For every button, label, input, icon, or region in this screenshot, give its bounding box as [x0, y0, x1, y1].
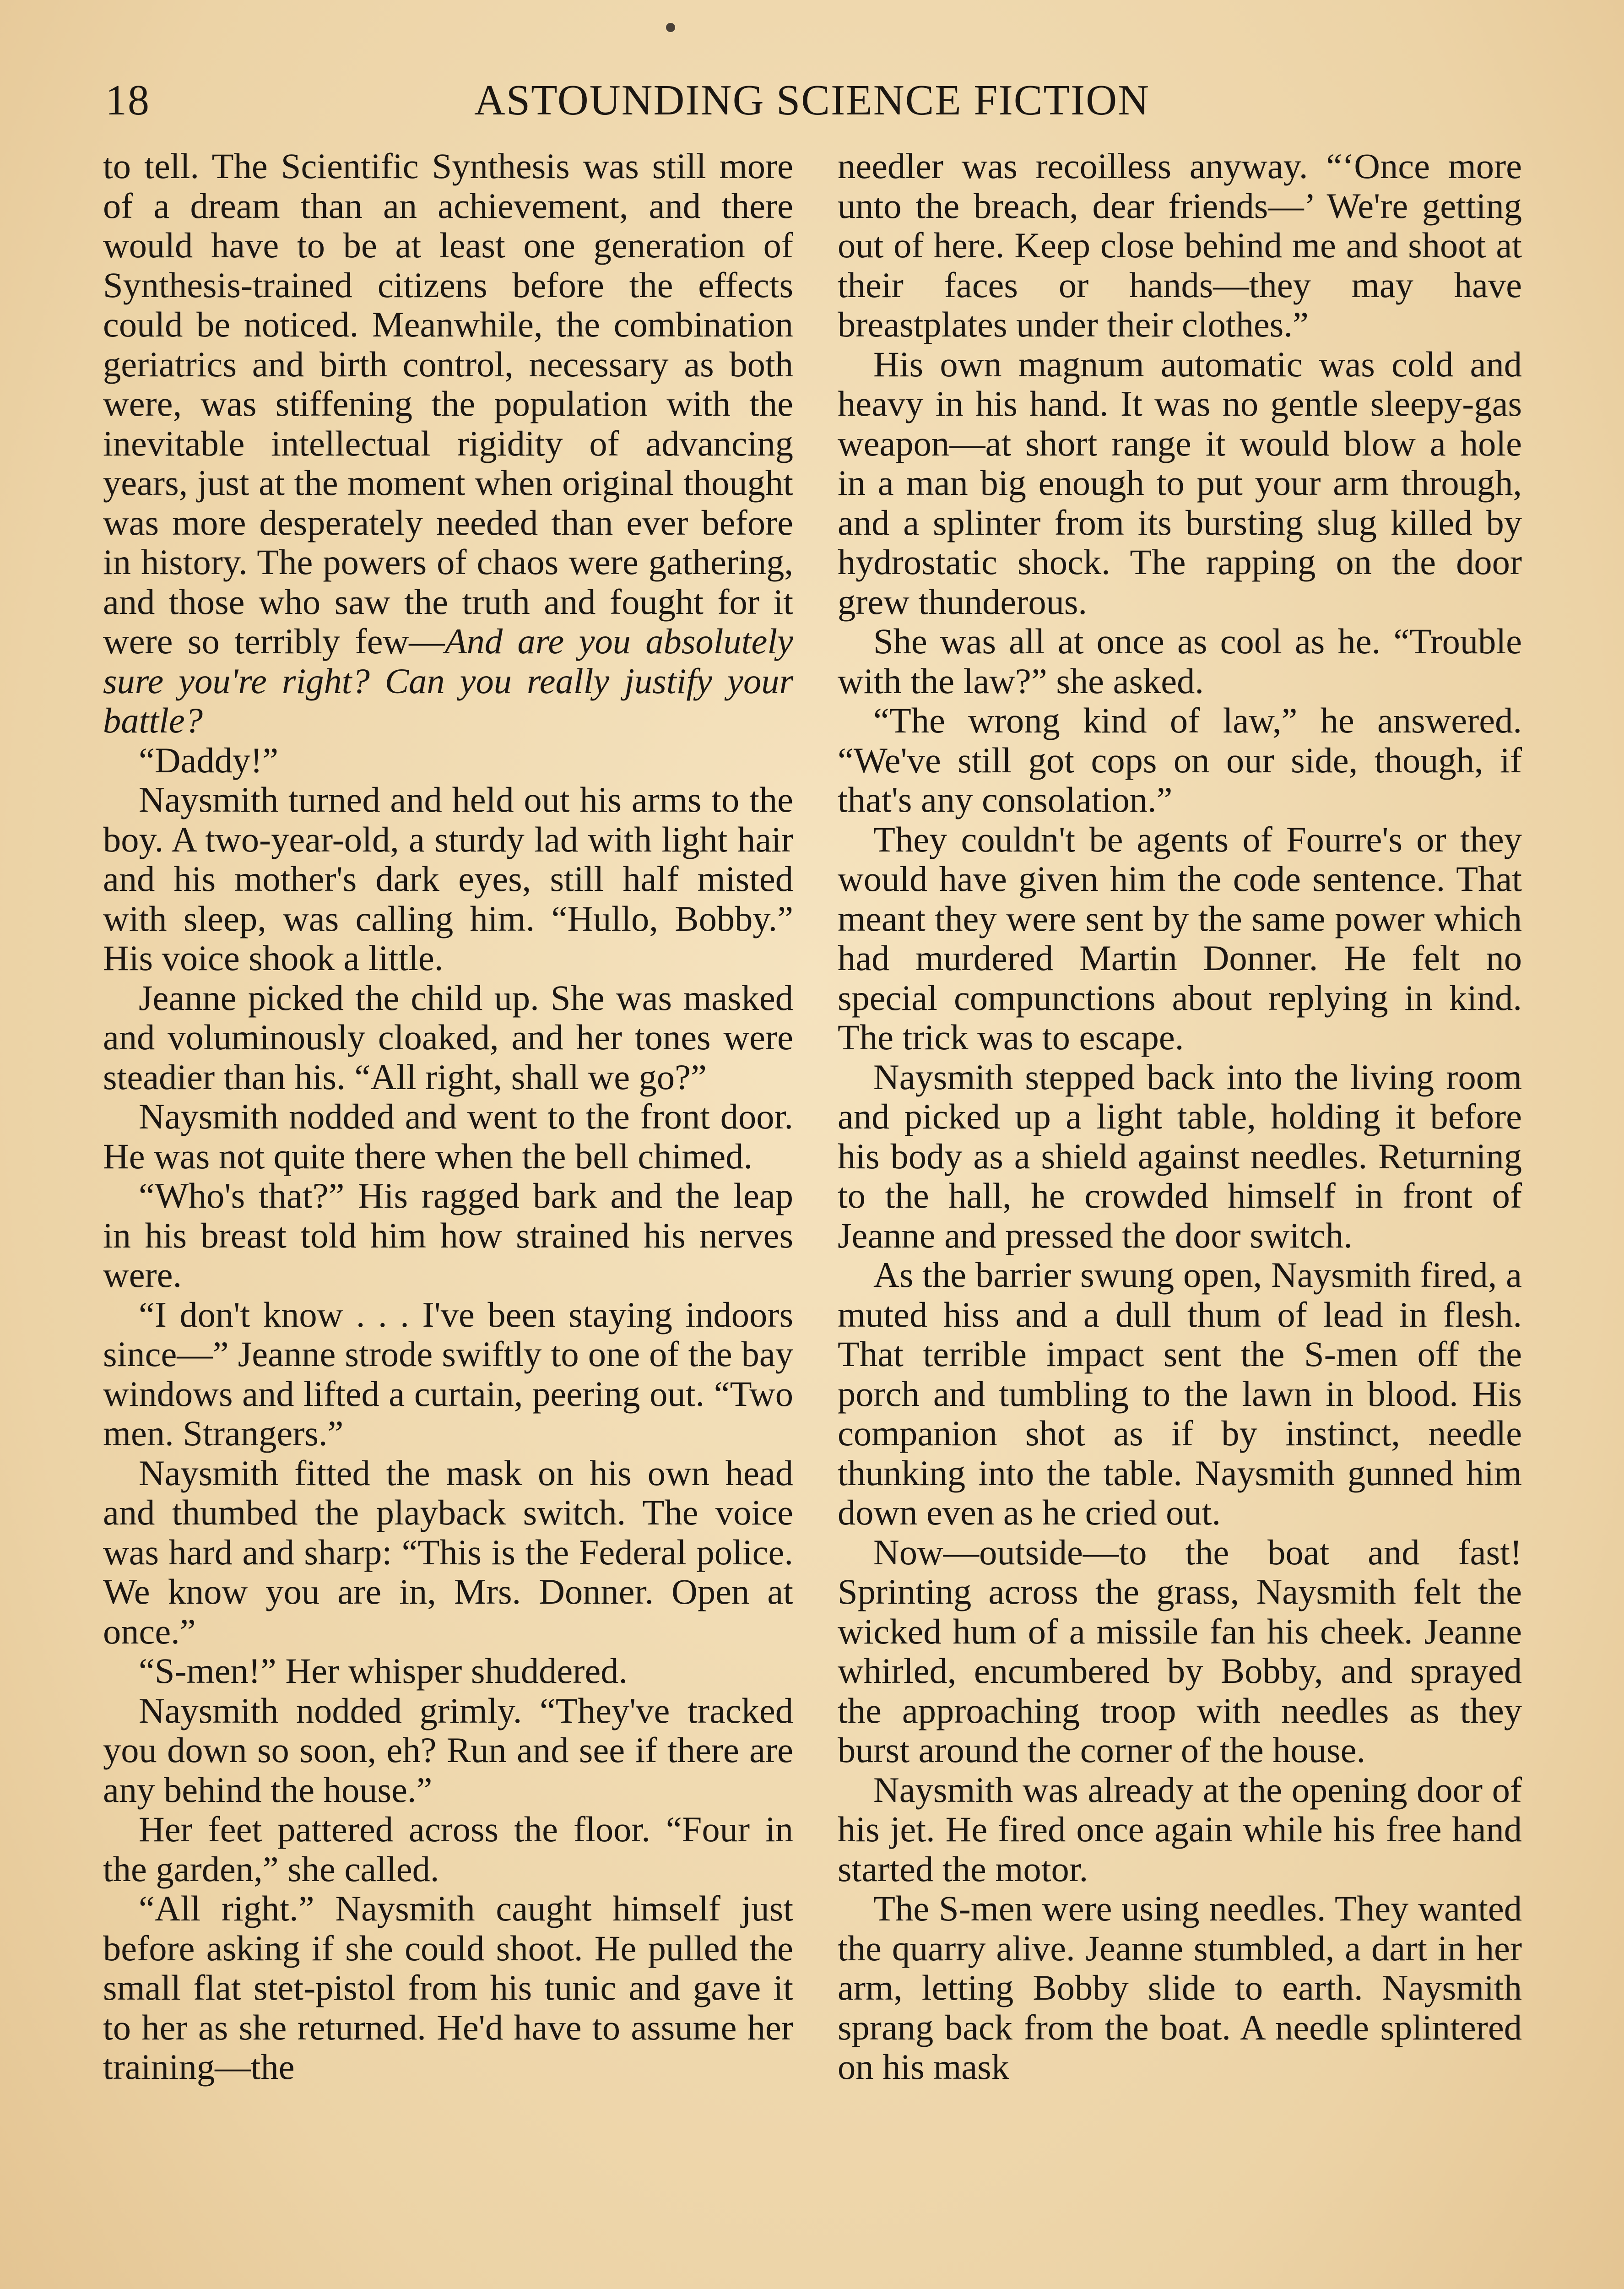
paragraph: “All right.” Naysmith caught himself just before asking if she could shoot. He pulled the small flat stet-pistol from his tunic and gave it to her as she returned. He'd have to assume her training—the — [103, 1888, 793, 2087]
paragraph: “Daddy!” — [139, 740, 279, 780]
paragraph: Naysmith nodded grimly. “They've tracked you down so soon, eh? Run and see if there are any behind the house.” — [103, 1690, 793, 1810]
paragraph: Naysmith nodded and went to the front door. He was not quite there when the bell chimed. — [103, 1096, 793, 1176]
paragraph: Naysmith was already at the opening door of his jet. He fired once again while his free hand started the motor. — [838, 1769, 1522, 1889]
paragraph: They couldn't be agents of Fourre's or they would have given him the code sentence. That meant they were sent by the same power which had murdered Martin Donner. He felt no special compunctions about replying in kind. The trick was to escape. — [838, 819, 1522, 1057]
page-number: 18 — [105, 76, 150, 124]
paragraph: “S-men!” Her whisper shuddered. — [139, 1651, 628, 1691]
paragraph: Naysmith stepped back into the living room and picked up a light table, holding it before his body as a shield against needles. Returning to the hall, he crowded himself in front of Jeanne and pressed the door switch. — [838, 1057, 1522, 1255]
print-speck — [666, 23, 675, 32]
paragraph: Jeanne picked the child up. She was masked and voluminously cloaked, and her tones were steadier than his. “All right, shall we go?” — [103, 977, 793, 1097]
paragraph: “The wrong kind of law,” he answered. “We've still got cops on our side, though, if that's any consolation.” — [838, 700, 1522, 819]
paragraph: As the barrier swung open, Naysmith fired, a muted hiss and a dull thum of lead in flesh. That terrible impact sent the S-men off the porch and tumbling to the lawn in blood. His companion shot as if by instinct, needle thunking into the table. Naysmith gunned him down even as he cried out. — [838, 1255, 1522, 1532]
paragraph: The S-men were using needles. They wanted the quarry alive. Jeanne stumbled, a dart in her arm, letting Bobby slide to earth. Naysmith sprang back from the boat. A needle splintered on his mask — [838, 1888, 1522, 2087]
page-header — [105, 76, 1519, 126]
paragraph: Naysmith turned and held out his arms to the boy. A two-year-old, a sturdy lad with light hair and his mother's dark eyes, still half misted with sleep, was calling him. “Hullo, Bobby.” His voice shook a little. — [103, 780, 793, 978]
paragraph: Now—outside—to the boat and fast! Sprinting across the grass, Naysmith felt the wicked hum of a missile fan his cheek. Jeanne whirled, encumbered by Bobby, and sprayed the approaching troop with needles as they burst around the corner of the house. — [838, 1532, 1522, 1770]
paragraph: “I don't know . . . I've been staying indoors since—” Jeanne strode swiftly to one of the bay windows and lifted a curtain, peering out. “Two men. Strangers.” — [103, 1294, 793, 1453]
paragraph: Naysmith fitted the mask on his own head and thumbed the playback switch. The voice was hard and sharp: “This is the Federal police. We know you are in, Mrs. Donner. Open at once.” — [103, 1453, 793, 1651]
right-column — [838, 146, 1522, 2087]
left-column — [103, 146, 793, 2087]
paragraph: Her feet pattered across the floor. “Four in the garden,” she called. — [103, 1809, 793, 1889]
running-title: ASTOUNDING SCIENCE FICTION — [474, 76, 1150, 124]
paragraph: to tell. The Scientific Synthesis was still more of a dream than an achievement, and there would have to be at least one generation of Synthesis-trained citizens before the effects could be noticed. Meanwhile, the combination geriatrics and birth control, necessary as both were, was stiffening the population with the inevitable intellectual rigidity of advancing years, just at the moment when original thought was more desperately needed than ever before in history. The powers of chaos were gathering, and those who saw the truth and fought for it were so terribly few—And are you absolutely sure you're right? Can you really justify your battle? — [103, 146, 794, 740]
italic-text: And are you absolutely sure you're right? Can you really justify your battle? — [103, 621, 794, 740]
paragraph: His own magnum automatic was cold and heavy in his hand. It was no gentle sleepy-gas weapon—at short range it would blow a hole in a man big enough to put your arm through, and a splinter from its bursting slug killed by hydrostatic shock. The rapping on the door grew thunderous. — [838, 344, 1522, 622]
paragraph: She was all at once as cool as he. “Trouble with the law?” she asked. — [838, 621, 1522, 701]
paragraph: “Who's that?” His ragged bark and the leap in his breast told him how strained his nerves were. — [103, 1176, 793, 1295]
paragraph: needler was recoilless anyway. “‘Once more unto the breach, dear friends—’ We're getting out of here. Keep close behind me and shoot at their faces or hands—they may have breastplates under their clothes.” — [838, 146, 1522, 344]
